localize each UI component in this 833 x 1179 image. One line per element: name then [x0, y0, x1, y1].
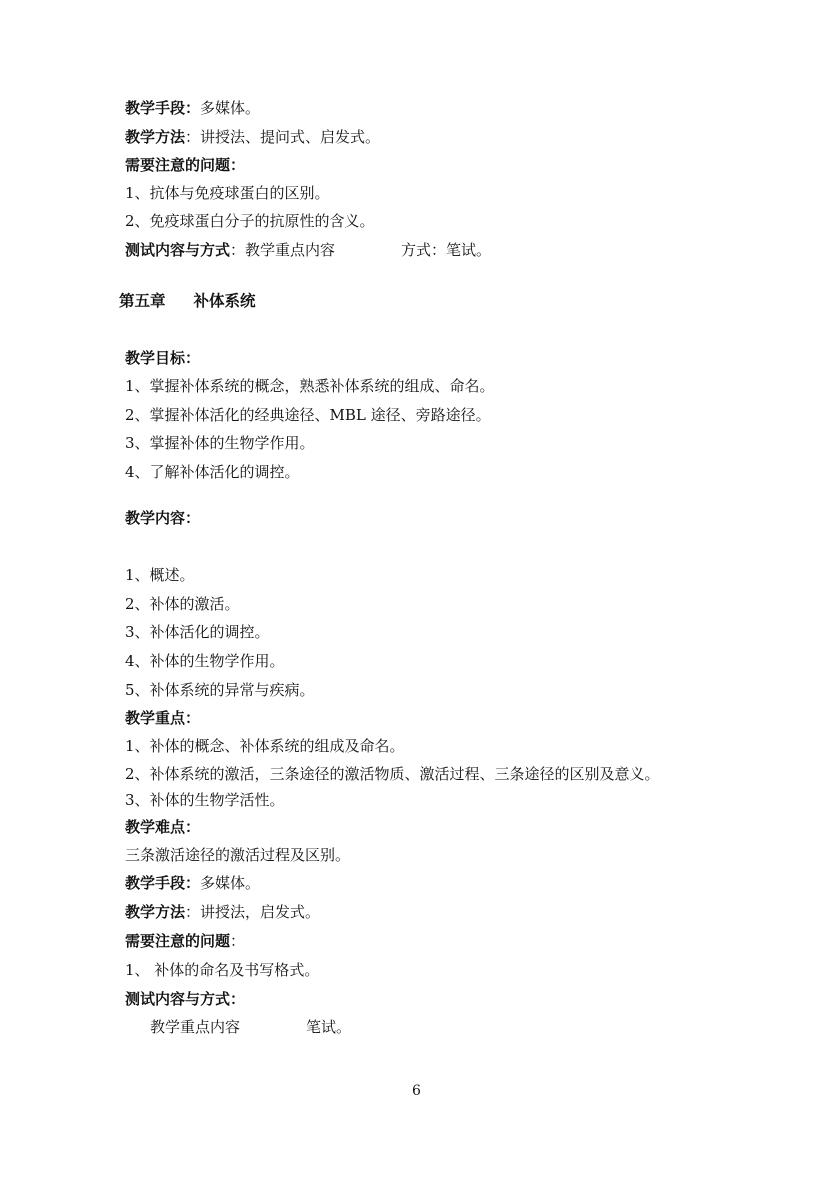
content-item: 5、补体系统的异常与疾病。 — [125, 681, 315, 699]
content-item: 4、补体的生物学作用。 — [125, 652, 285, 670]
content-heading: 教学内容： — [125, 509, 201, 527]
chapter-number: 第五章 — [119, 292, 166, 310]
keypoint-item: 3、补体的生物学活性。 — [125, 791, 285, 809]
test-content: 教学重点内容 — [245, 241, 336, 259]
note-item: 1、抗体与免疫球蛋白的区别。 — [125, 184, 330, 202]
notes-label: 需要注意的问题 — [125, 932, 231, 950]
means-value: 多媒体。 — [200, 874, 261, 892]
goal-item: 4、了解补体活化的调控。 — [125, 463, 300, 481]
test-label: 测试内容与方式 — [125, 241, 231, 259]
test-method: 方式：笔试。 — [401, 241, 492, 259]
goal-item: 1、掌握补体系统的概念，熟悉补体系统的组成、命名。 — [125, 377, 495, 395]
difficulties-heading: 教学难点： — [125, 818, 201, 836]
goal-item: 3、掌握补体的生物学作用。 — [125, 434, 315, 452]
content-item: 2、补体的激活。 — [125, 595, 240, 613]
difficulties-text: 三条激活途径的激活过程及区别。 — [125, 846, 351, 864]
test-colon: ： — [230, 241, 246, 259]
note-item: 2、免疫球蛋白分子的抗原性的含义。 — [125, 212, 375, 230]
keypoints-heading: 教学重点： — [125, 709, 201, 727]
means-line — [125, 98, 260, 118]
means-label: 教学手段： — [125, 874, 201, 892]
page-number: 6 — [412, 1083, 421, 1099]
test-line — [150, 1017, 351, 1037]
test-method: 笔试。 — [306, 1018, 352, 1036]
means-line — [125, 873, 260, 893]
method-line — [125, 902, 320, 922]
method-colon: ： — [185, 128, 201, 146]
method-value: 讲授法、提问式、启发式。 — [200, 128, 381, 146]
method-label: 教学方法 — [125, 903, 186, 921]
note-item: 1、 补体的命名及书写格式。 — [125, 961, 320, 979]
method-colon: ： — [185, 903, 201, 921]
means-label: 教学手段： — [125, 99, 201, 117]
chapter-title: 补体系统 — [193, 292, 256, 310]
chapter-heading — [119, 291, 256, 311]
test-heading: 测试内容与方式： — [125, 990, 246, 1008]
keypoint-item: 1、补体的概念、补体系统的组成及命名。 — [125, 737, 405, 755]
method-line — [125, 127, 380, 147]
notes-colon: ： — [230, 932, 246, 950]
notes-heading-line — [125, 931, 245, 951]
goals-heading: 教学目标： — [125, 349, 201, 367]
notes-heading: 需要注意的问题： — [125, 156, 246, 174]
method-label: 教学方法 — [125, 128, 186, 146]
keypoint-item: 2、补体系统的激活，三条途径的激活物质、激活过程、三条途径的区别及意义。 — [125, 765, 660, 783]
content-item: 3、补体活化的调控。 — [125, 623, 270, 641]
method-value: 讲授法，启发式。 — [200, 903, 321, 921]
test-content: 教学重点内容 — [150, 1018, 241, 1036]
content-item: 1、概述。 — [125, 566, 195, 584]
means-value: 多媒体。 — [200, 99, 261, 117]
test-line — [125, 240, 491, 260]
goal-item: 2、掌握补体活化的经典途径、MBL 途径、旁路途径。 — [125, 406, 491, 424]
